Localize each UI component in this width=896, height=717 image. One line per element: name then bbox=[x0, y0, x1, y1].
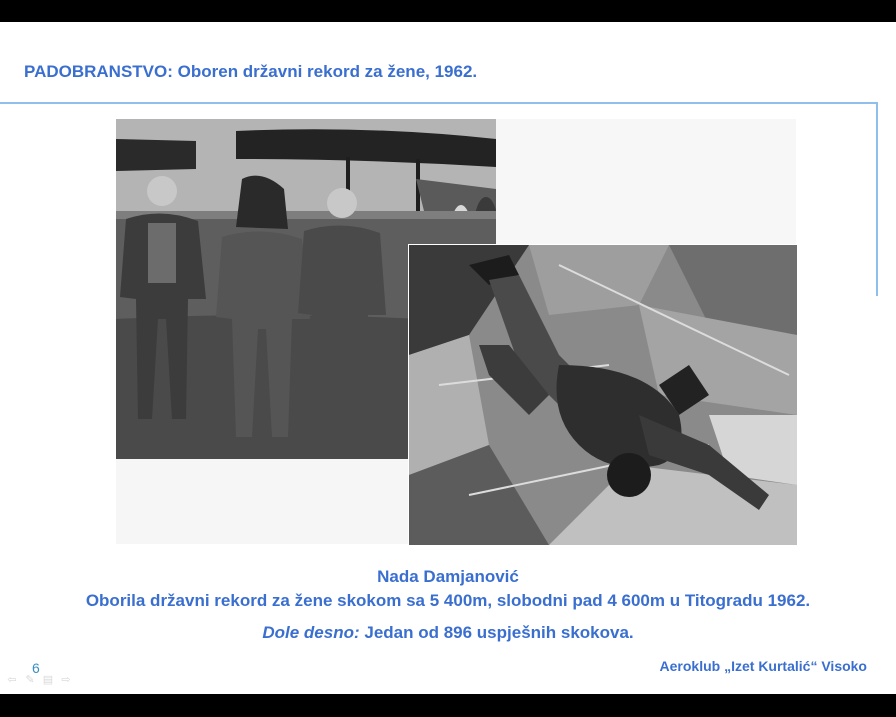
slide bbox=[0, 22, 896, 694]
caption-person-name: Nada Damjanović bbox=[377, 567, 519, 586]
title-divider bbox=[0, 102, 878, 104]
prev-arrow-icon[interactable]: ⇦ bbox=[7, 674, 17, 686]
title-divider-vertical bbox=[876, 102, 878, 296]
photo-skydiver-freefall bbox=[408, 244, 798, 546]
caption-note-text: Jedan od 896 uspješnih skokova. bbox=[359, 623, 634, 642]
next-arrow-icon[interactable]: ⇨ bbox=[61, 674, 71, 686]
footer-organization: Aeroklub „Izet Kurtalić“ Visoko bbox=[659, 658, 867, 674]
pen-icon[interactable]: ✎ bbox=[25, 674, 35, 686]
page-number: 6 bbox=[32, 660, 40, 676]
photo-backdrop bbox=[496, 119, 796, 244]
photo-backdrop-lower bbox=[116, 459, 408, 544]
caption-note-label: Dole desno: bbox=[262, 623, 360, 642]
slide-title: PADOBRANSTVO: Oboren državni rekord za žene, 1962. bbox=[24, 62, 478, 81]
menu-icon[interactable]: ▤ bbox=[42, 674, 54, 686]
caption-note bbox=[0, 623, 896, 643]
caption-record-text: Oborila državni rekord za žene skokom sa 5 400m, slobodni pad 4 600m u Titogradu 1962. bbox=[85, 591, 811, 610]
slide-navigation bbox=[6, 674, 72, 686]
